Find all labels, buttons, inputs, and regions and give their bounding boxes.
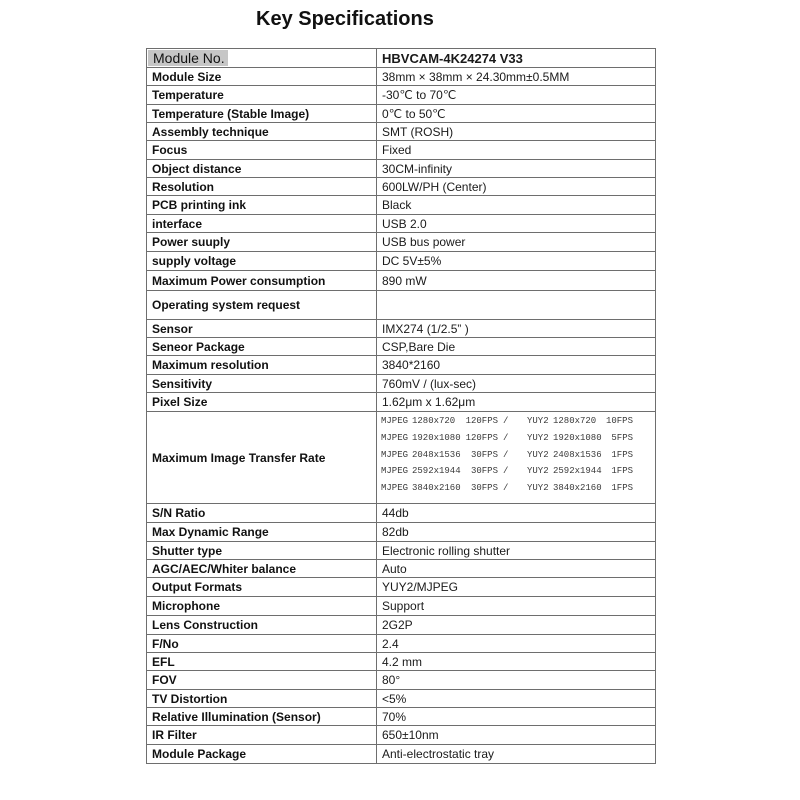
spec-row-microphone	[147, 597, 655, 616]
spec-value: 3840*2160	[382, 358, 441, 372]
spec-value: YUY2/MJPEG	[382, 580, 459, 594]
spec-row-module-package	[147, 745, 655, 764]
transfer-mode-line	[377, 447, 655, 464]
spec-row-operating-system-request	[147, 291, 655, 320]
mode-resolution-a: 2592x1944	[412, 466, 461, 477]
spec-row-sensor-package	[147, 338, 655, 356]
spec-label: IR Filter	[147, 726, 377, 744]
spec-row-tv-distortion	[147, 690, 655, 708]
transfer-mode-line	[377, 463, 655, 480]
spec-value: DC 5V±5%	[382, 254, 442, 268]
mode-format-b: YUY2	[527, 466, 549, 477]
mode-format-a: MJPEG	[381, 449, 409, 460]
mode-fps-a: 120FPS	[465, 416, 498, 426]
spec-row-pcb-printing-ink	[147, 196, 655, 215]
spec-row-resolution	[147, 178, 655, 196]
spec-value: USB 2.0	[382, 216, 427, 231]
spec-row-interface	[147, 215, 655, 233]
spec-value: 38mm × 38mm × 24.30mm±0.5MM	[382, 69, 570, 84]
spec-row-sensitivity	[147, 375, 655, 393]
spec-label: S/N Ratio	[147, 504, 377, 522]
mode-format-b: YUY2	[527, 416, 549, 426]
spec-label: Shutter type	[147, 542, 377, 559]
spec-row-object-distance	[147, 160, 655, 178]
spec-row-shutter-type	[147, 542, 655, 560]
spec-row-max-dynamic-range	[147, 523, 655, 542]
spec-row-f-number	[147, 635, 655, 653]
mode-resolution-a: 2048x1536	[412, 449, 461, 460]
spec-label: Resolution	[147, 178, 377, 195]
spec-table	[146, 48, 656, 764]
spec-label: Sensitivity	[147, 375, 377, 392]
spec-value: CSP,Bare Die	[382, 339, 456, 354]
spec-value: 600LW/PH (Center)	[382, 179, 487, 194]
spec-label: supply voltage	[147, 252, 377, 270]
mode-resolution-a: 1920x1080	[412, 432, 461, 443]
mode-resolution-b: 1280x720	[553, 416, 597, 426]
spec-label: Maximum resolution	[147, 356, 377, 374]
spec-row-power-supply	[147, 233, 655, 252]
mode-fps-a: 120FPS	[465, 432, 498, 443]
spec-row-efl	[147, 653, 655, 671]
mode-fps-b: 1FPS	[611, 483, 633, 493]
transfer-mode-line	[377, 413, 655, 430]
mode-resolution-b: 2408x1536	[553, 449, 602, 460]
spec-row-sn-ratio	[147, 504, 655, 523]
mode-resolution-a: 1280x720	[412, 416, 456, 426]
spec-row-sensor	[147, 320, 655, 338]
spec-value: IMX274 (1/2.5” )	[382, 321, 469, 336]
transfer-mode-list	[377, 412, 655, 503]
mode-fps-b: 5FPS	[611, 432, 633, 443]
spec-label: FOV	[147, 671, 377, 689]
spec-value: -30℃ to 70℃	[382, 88, 457, 102]
spec-label: Maximum Image Transfer Rate	[147, 412, 377, 503]
spec-label-cell	[147, 49, 377, 67]
spec-label: Pixel Size	[147, 393, 377, 411]
spec-value: Fixed	[382, 143, 412, 157]
spec-value: 2G2P	[382, 618, 413, 632]
spec-row-fov	[147, 671, 655, 690]
mode-format-b: YUY2	[527, 432, 549, 443]
spec-label: Sensor	[147, 320, 377, 337]
transfer-mode-line	[377, 430, 655, 447]
spec-value: 1.62μm x 1.62μm	[382, 395, 476, 409]
spec-row-maximum-power-consumption	[147, 271, 655, 291]
spec-value: Auto	[382, 561, 407, 576]
spec-label: Temperature	[147, 86, 377, 104]
spec-value: 30CM-infinity	[382, 161, 453, 176]
spec-value: Anti-electrostatic tray	[382, 747, 495, 761]
mode-fps-a: 30FPS	[470, 483, 498, 493]
mode-resolution-b: 1920x1080	[553, 432, 602, 443]
spec-row-temperature	[147, 86, 655, 105]
mode-fps-b: 1FPS	[611, 466, 633, 477]
spec-label: Temperature (Stable Image)	[147, 105, 377, 122]
spec-row-focus	[147, 141, 655, 160]
mode-fps-a: 30FPS	[470, 449, 498, 460]
spec-label: Output Formats	[147, 578, 377, 596]
spec-value: 70%	[382, 709, 407, 724]
spec-label: Seneor Package	[147, 338, 377, 355]
spec-label: Maximum Power consumption	[147, 271, 377, 290]
mode-format-a: MJPEG	[381, 466, 409, 477]
mode-format-b: YUY2	[527, 483, 549, 493]
mode-separator: /	[503, 416, 509, 426]
mode-resolution-a: 3840x2160	[412, 483, 461, 493]
spec-label: F/No	[147, 635, 377, 652]
spec-label: interface	[147, 215, 377, 232]
mode-fps-b: 1FPS	[611, 449, 633, 460]
spec-value: 2.4	[382, 636, 399, 651]
spec-row-pixel-size	[147, 393, 655, 412]
mode-separator: /	[503, 466, 509, 477]
spec-value: 0℃ to 50℃	[382, 106, 446, 121]
spec-value: Electronic rolling shutter	[382, 543, 511, 558]
spec-value: <5%	[382, 691, 407, 706]
spec-value: 760mV / (lux-sec)	[382, 376, 477, 391]
spec-row-temperature-stable-image	[147, 105, 655, 123]
spec-value: 80°	[382, 673, 401, 687]
spec-row-relative-illumination	[147, 708, 655, 726]
spec-value: HBVCAM-4K24274 V33	[382, 50, 523, 66]
spec-label: Object distance	[147, 160, 377, 177]
spec-label: Max Dynamic Range	[147, 523, 377, 541]
mode-format-a: MJPEG	[381, 432, 409, 443]
spec-row-maximum-image-transfer-rate	[147, 412, 655, 504]
spec-row-output-formats	[147, 578, 655, 597]
spec-row-agc-aec-white-balance	[147, 560, 655, 578]
spec-label: Assembly technique	[147, 123, 377, 140]
spec-label: TV Distortion	[147, 690, 377, 707]
spec-row-supply-voltage	[147, 252, 655, 271]
spec-label: Focus	[147, 141, 377, 159]
spec-label: Module Size	[147, 68, 377, 85]
spec-value: 4.2 mm	[382, 654, 423, 669]
spec-label: Relative Illumination (Sensor)	[147, 708, 377, 725]
spec-value: Black	[382, 198, 412, 212]
spec-label: PCB printing ink	[147, 196, 377, 214]
spec-value: 650±10nm	[382, 728, 439, 742]
spec-label: Module Package	[147, 745, 377, 763]
mode-separator: /	[503, 432, 509, 443]
mode-separator: /	[503, 483, 509, 493]
spec-value: Support	[382, 599, 425, 613]
spec-label: Power suuply	[147, 233, 377, 251]
spec-row-maximum-resolution	[147, 356, 655, 375]
spec-label: Microphone	[147, 597, 377, 615]
spec-row-assembly-technique	[147, 123, 655, 141]
mode-separator: /	[503, 449, 509, 460]
mode-format-a: MJPEG	[381, 483, 409, 493]
spec-value	[377, 291, 655, 319]
spec-label: EFL	[147, 653, 377, 670]
mode-format-b: YUY2	[527, 449, 549, 460]
page-title: Key Specifications	[256, 8, 434, 30]
transfer-mode-line	[377, 480, 655, 497]
spec-label: AGC/AEC/Whiter balance	[147, 560, 377, 577]
spec-value: 82db	[382, 525, 409, 539]
spec-row-module-size	[147, 68, 655, 86]
spec-value: 890 mW	[382, 273, 427, 288]
spec-value: 44db	[382, 506, 409, 520]
mode-format-a: MJPEG	[381, 416, 409, 426]
spec-label: Lens Construction	[147, 616, 377, 634]
mode-resolution-b: 2592x1944	[553, 466, 602, 477]
spec-label: Operating system request	[147, 291, 377, 319]
spec-label: Module No.	[148, 50, 228, 66]
spec-value: USB bus power	[382, 235, 466, 249]
mode-resolution-b: 3840x2160	[553, 483, 602, 493]
mode-fps-b: 10FPS	[605, 416, 633, 426]
spec-row-lens-construction	[147, 616, 655, 635]
spec-value: SMT (ROSH)	[382, 124, 454, 139]
spec-row-module-no	[147, 49, 655, 68]
spec-row-ir-filter	[147, 726, 655, 745]
mode-fps-a: 30FPS	[470, 466, 498, 477]
